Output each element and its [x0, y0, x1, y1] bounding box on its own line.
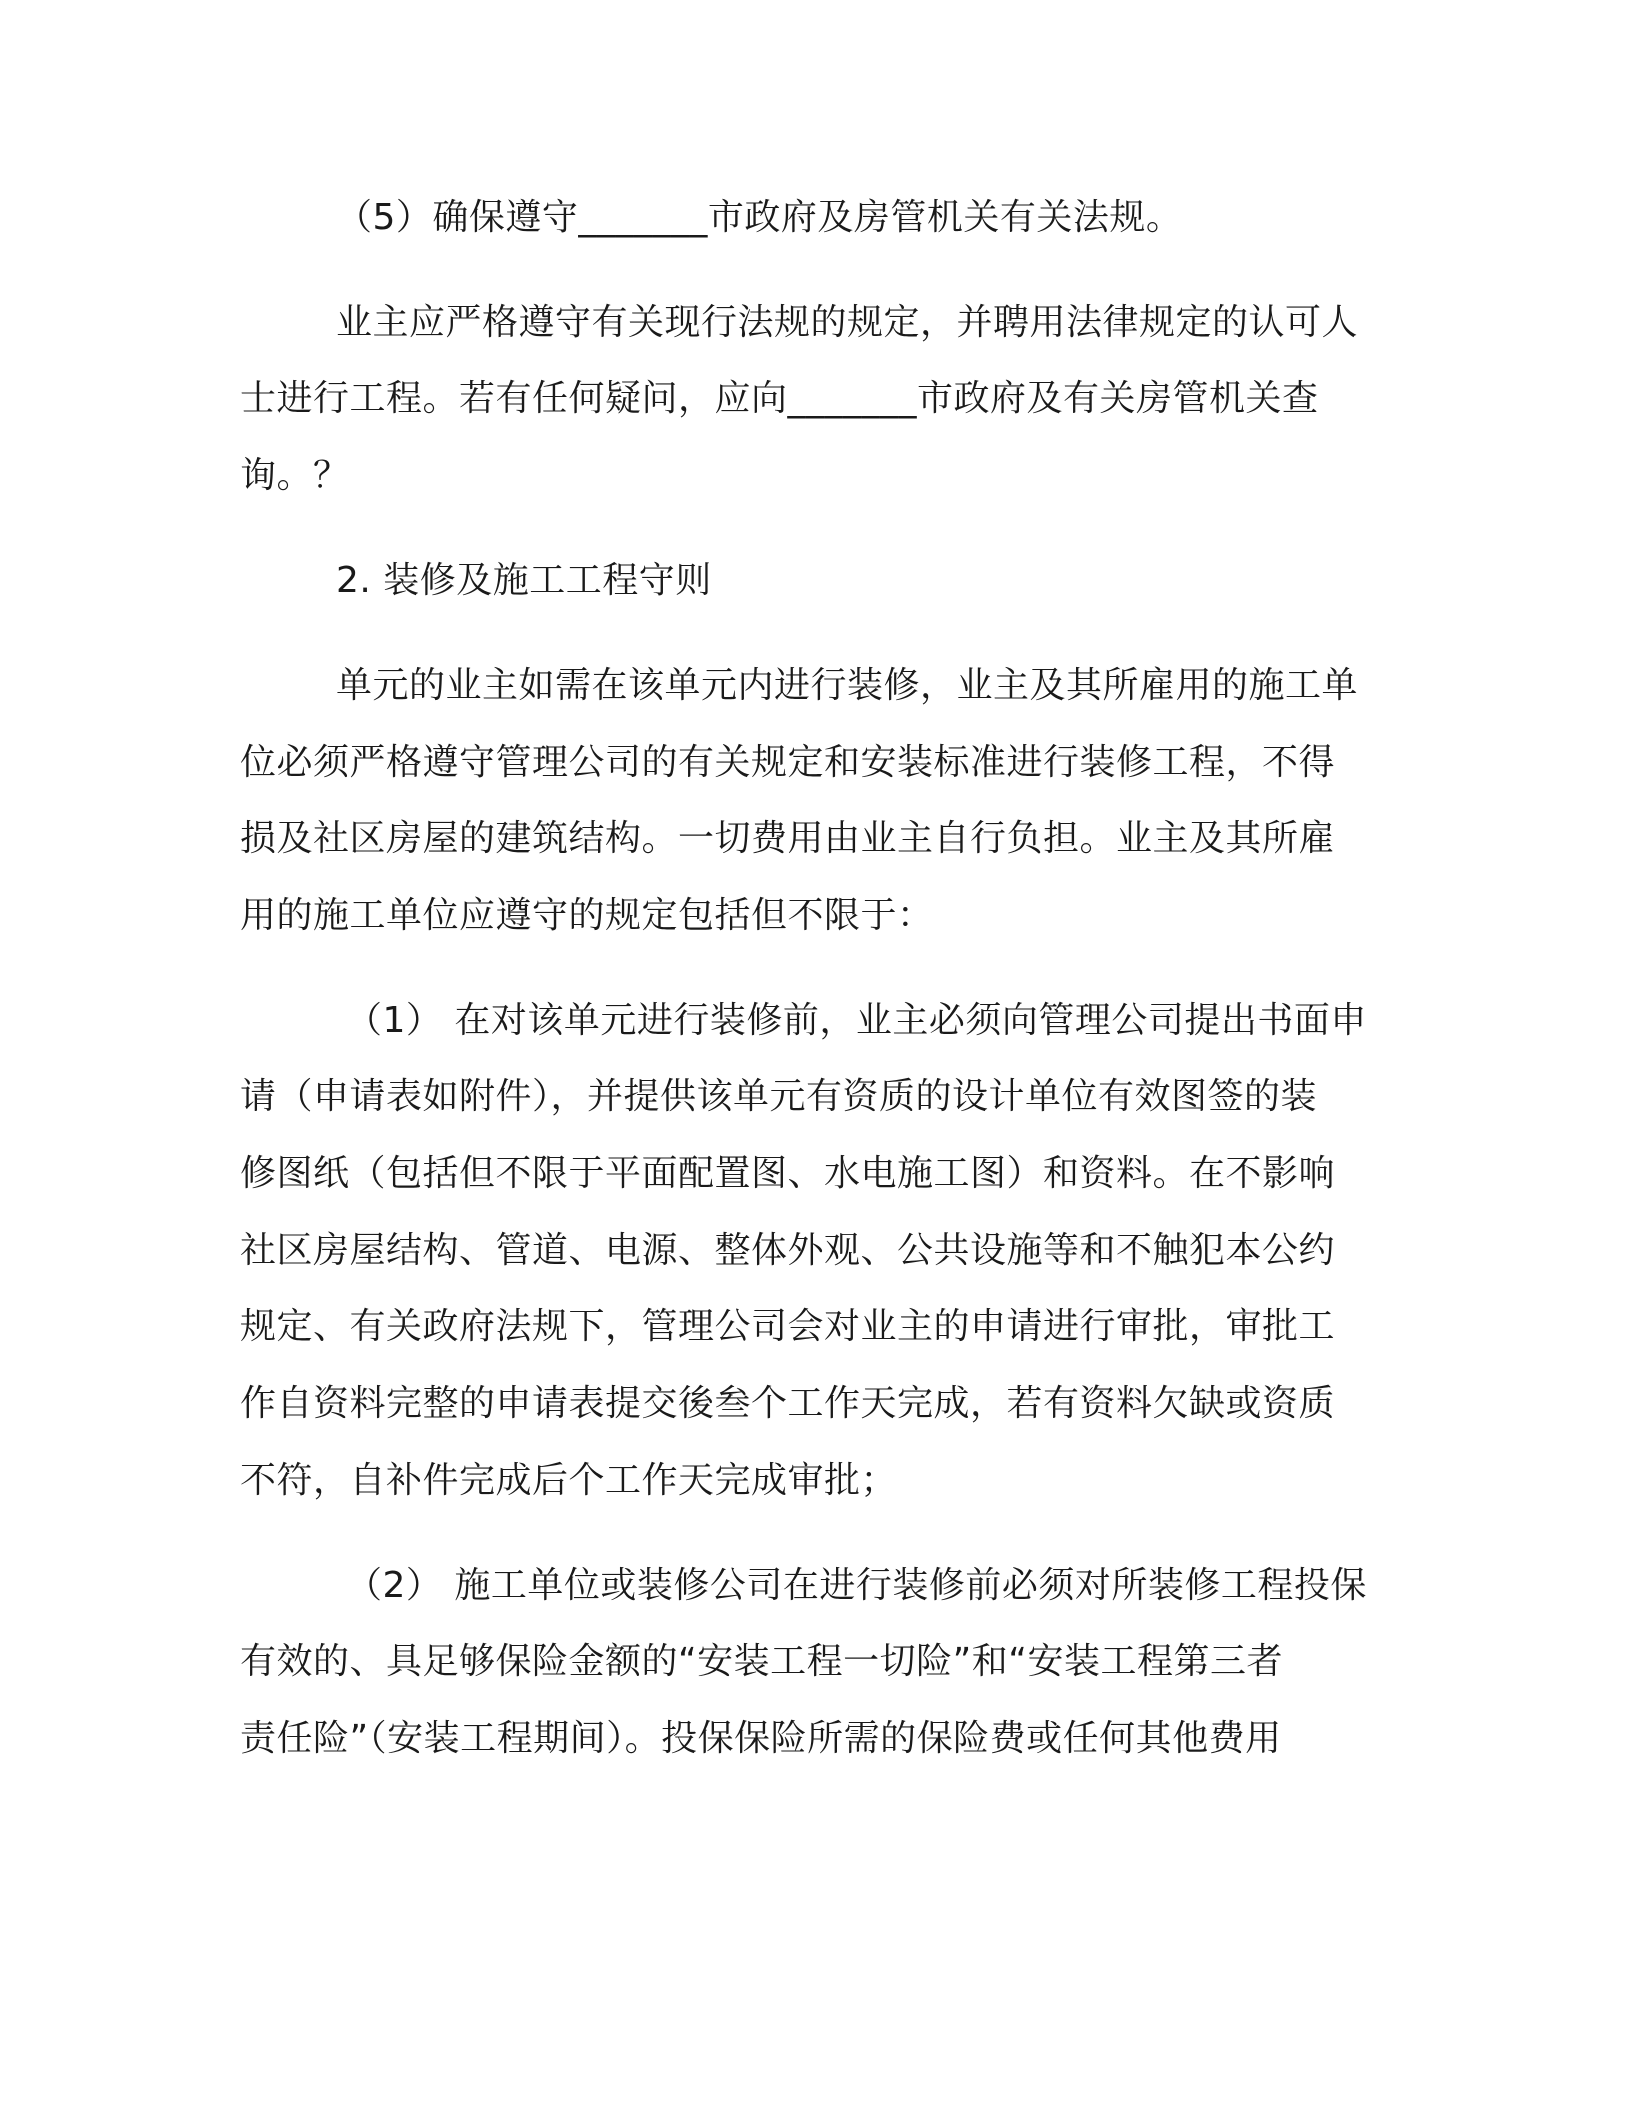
text-line: 单元的业主如需在该单元内进行装修，业主及其所雇用的施工单: [336, 665, 1359, 706]
text-line: 用的施工单位应遵守的规定包括但不限于：: [240, 895, 934, 936]
text-line: 修图纸（包括但不限于平面配置图、水电施工图）和资料。在不影响: [240, 1153, 1336, 1194]
text-line: 责任险”（安装工程期间）。投保保险所需的保险费或任何其他费用: [240, 1718, 1282, 1759]
text-line: 请（申请表如附件），并提供该单元有资质的设计单位有效图签的装: [240, 1076, 1318, 1117]
text-line: 位必须严格遵守管理公司的有关规定和安装标准进行装修工程，不得: [240, 742, 1336, 783]
text-line: 业主应严格遵守有关现行法规的规定，并聘用法律规定的认可人: [336, 302, 1359, 343]
text-line: （1） 在对该单元进行装修前，业主必须向管理公司提出书面申: [346, 1000, 1367, 1041]
text-line: 损及社区房屋的建筑结构。一切费用由业主自行负担。业主及其所雇: [240, 818, 1336, 859]
text-line: 不符，自补件完成后个工作天完成审批；: [240, 1460, 898, 1501]
text-line: 士进行工程。若有任何疑问，应向_______市政府及有关房管机关查: [240, 378, 1319, 419]
text-line: 有效的、具足够保险金额的“安装工程一切险”和“安装工程第三者: [240, 1641, 1283, 1682]
text-line: （2） 施工单位或装修公司在进行装修前必须对所装修工程投保: [346, 1565, 1367, 1606]
section-heading: 2. 装修及施工工程守则: [336, 560, 712, 601]
text-line: （5）确保遵守_______市政府及房管机关有关法规。: [336, 197, 1183, 238]
text-line: 作自资料完整的申请表提交後叁个工作天完成，若有资料欠缺或资质: [240, 1383, 1336, 1424]
text-line: 询。？: [240, 455, 350, 496]
text-line: 社区房屋结构、管道、电源、整体外观、公共设施等和不触犯本公约: [240, 1230, 1336, 1271]
text-line: 规定、有关政府法规下，管理公司会对业主的申请进行审批，审批工: [240, 1306, 1336, 1347]
